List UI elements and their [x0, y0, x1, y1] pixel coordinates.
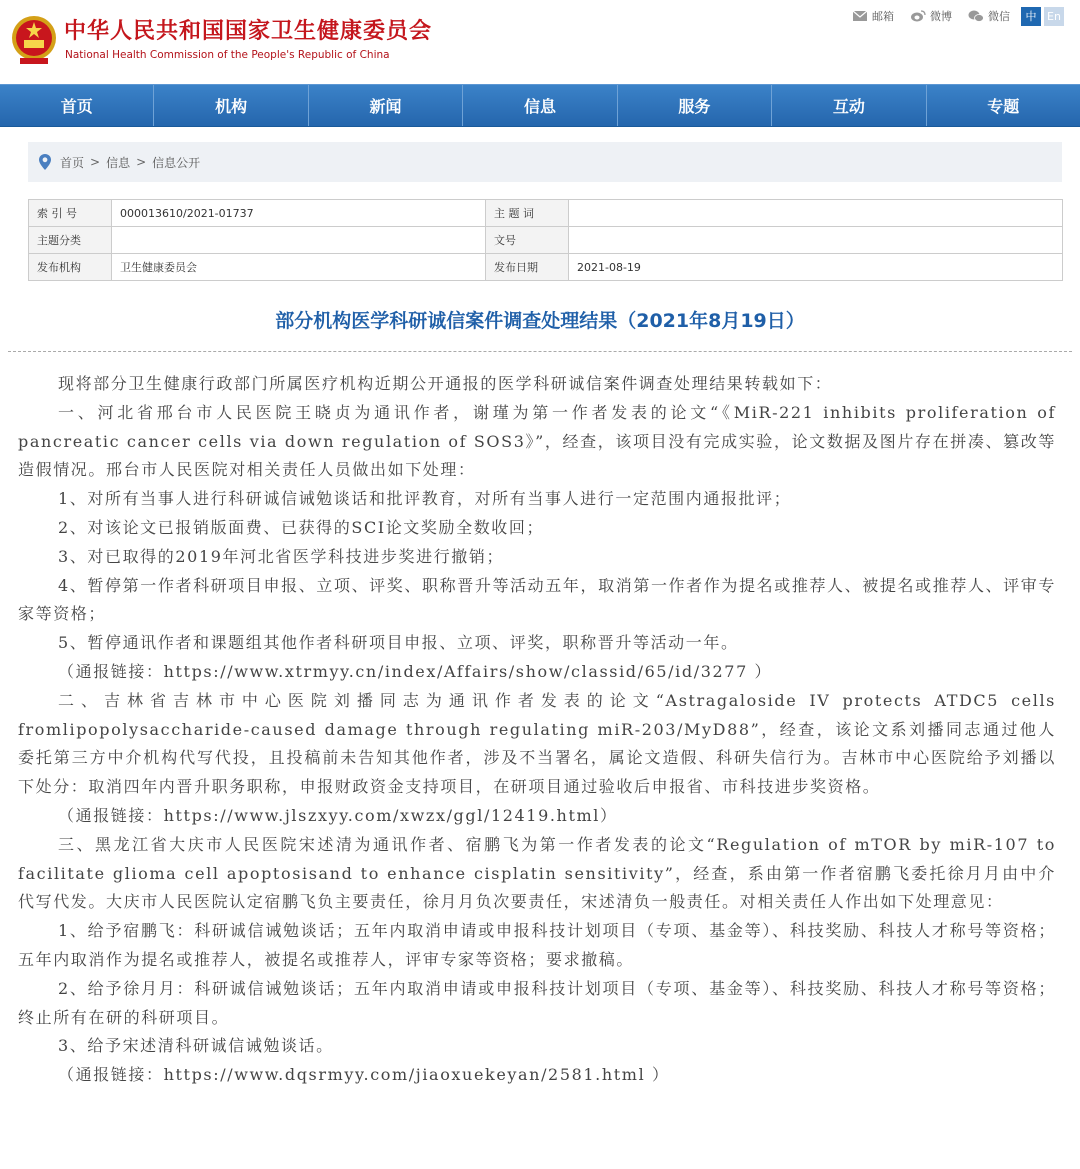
article-paragraph: 3、对已取得的2019年河北省医学科技进步奖进行撤销； — [58, 546, 505, 566]
site-subtitle: National Health Commission of the People's Republic of China — [65, 49, 390, 61]
mail-link[interactable] — [852, 8, 894, 24]
lang-zh-button[interactable]: 中 — [1021, 7, 1041, 26]
site-header — [0, 0, 1080, 84]
wechat-label: 微信 — [988, 10, 1010, 23]
docno-value — [569, 227, 1063, 254]
mail-icon — [852, 10, 868, 22]
title-divider — [8, 351, 1072, 352]
weibo-icon — [910, 10, 926, 22]
category-value — [112, 227, 486, 254]
article-paragraph: 一、河北省邢台市人民医院王晓贞为通讯作者，谢瑾为第一作者发表的论文“《MiR-221 inhibits proliferation of pancreatic cancer cells via down regulation of SOS3》”，经查，该项目没有完成实验，论文数据及图片存在拼凑、篡改等造假情况。邢台市人民医院对相关责任人员做出如下处理： — [18, 402, 1056, 480]
article-paragraph: 二、吉林省吉林市中心医院刘播同志为通讯作者发表的论文“Astragaloside IV protects ATDC5 cells fromlipopolysaccharide-caused damage through regulating miR-203/MyD88”，经查，该论文系刘播同志通过他人委托第三方中介机构代写代投，且投稿前未告知其他作者，涉及不当署名，属论文造假、科研失信行为。吉林市中心医院给予刘播以下处分：取消四年内晋升职务职称，申报财政资金支持项目，在研项目通过验收后申报省、市科技进步奖资格。 — [18, 690, 1056, 797]
index-value: 000013610/2021-01737 — [112, 200, 486, 227]
nav-item-services[interactable]: 服务 — [618, 85, 772, 126]
breadcrumb-disclosure[interactable]: 信息公开 — [152, 155, 201, 170]
article-body — [18, 370, 1056, 1090]
nav-item-home[interactable]: 首页 — [0, 85, 154, 126]
lang-en-button[interactable]: En — [1044, 7, 1064, 26]
weibo-label: 微博 — [930, 10, 952, 23]
nav-item-news[interactable]: 新闻 — [309, 85, 463, 126]
date-label: 发布日期 — [486, 254, 569, 281]
table-row — [29, 254, 1063, 281]
nav-item-interaction[interactable]: 互动 — [772, 85, 926, 126]
nav-item-topics[interactable]: 专题 — [927, 85, 1080, 126]
topic-label: 主 题 词 — [486, 200, 569, 227]
wechat-icon — [968, 10, 984, 22]
mail-label: 邮箱 — [872, 10, 894, 23]
nav-item-information[interactable]: 信息 — [463, 85, 617, 126]
nav-item-institutions[interactable]: 机构 — [154, 85, 308, 126]
article-paragraph: 5、暂停通讯作者和课题组其他作者科研项目申报、立项、评奖，职称晋升等活动一年。 — [58, 633, 739, 653]
article-paragraph: 1、给予宿鹏飞：科研诚信诫勉谈话；五年内取消申请或申报科技计划项目（专项、基金等）、科技奖励、科技人才称号等资格；五年内取消作为提名或推荐人，被提名或推荐人，评审专家等资格；要求撤稿。 — [18, 921, 1056, 969]
weibo-link[interactable] — [910, 8, 952, 24]
site-title[interactable]: 中华人民共和国国家卫生健康委员会 — [64, 18, 433, 44]
document-info-table — [28, 199, 1063, 281]
article-paragraph: 2、对该论文已报销版面费、已获得的SCI论文奖励全数收回； — [58, 517, 545, 537]
table-row — [29, 227, 1063, 254]
top-links — [852, 8, 1010, 24]
article-paragraph: 1、对所有当事人进行科研诚信诫勉谈话和批评教育，对所有当事人进行一定范围内通报批评； — [58, 489, 792, 509]
table-row — [29, 200, 1063, 227]
topic-value — [569, 200, 1063, 227]
breadcrumb-information[interactable]: 信息 — [106, 155, 131, 170]
article-link-paragraph[interactable]: （通报链接：https://www.xtrmyy.cn/index/Affairs/show/classid/65/id/3277 ） — [58, 661, 773, 681]
main-nav — [0, 84, 1080, 127]
article-paragraph: 3、给予宋述清科研诚信诫勉谈话。 — [58, 1036, 334, 1056]
article-paragraph: 4、暂停第一作者科研项目申报、立项、评奖、职称晋升等活动五年，取消第一作者作为提名或推荐人、被提名或推荐人、评审专家等资格； — [18, 575, 1056, 624]
location-pin-icon — [38, 153, 52, 171]
category-label: 主题分类 — [29, 227, 112, 254]
article-link-paragraph[interactable]: （通报链接：https://www.dqsrmyy.com/jiaoxuekeyan/2581.html ） — [58, 1065, 670, 1085]
breadcrumb-separator: > — [136, 155, 147, 169]
publisher-label: 发布机构 — [29, 254, 112, 281]
article-paragraph: 2、给予徐月月：科研诚信诫勉谈话；五年内取消申请或申报科技计划项目（专项、基金等）、科技奖励、科技人才称号等资格；终止所有在研的科研项目。 — [18, 978, 1056, 1027]
article-title: 部分机构医学科研诚信案件调查处理结果（2021年8月19日） — [275, 310, 805, 332]
article-paragraph: 三、黑龙江省大庆市人民医院宋述清为通讯作者、宿鹏飞为第一作者发表的论文“Regulation of mTOR by miR-107 to facilitate glioma cell apoptosisand to enhance cisplatin sensitivity”，经查，系由第一作者宿鹏飞委托徐月月由中介代写代发。大庆市人民医院认定宿鹏飞负主要责任，徐月月负次要责任，宋述清负一般责任。对相关责任人作出如下处理意见： — [18, 834, 1056, 912]
index-label: 索 引 号 — [29, 200, 112, 227]
date-value: 2021-08-19 — [569, 254, 1063, 281]
article-paragraph: 现将部分卫生健康行政部门所属医疗机构近期公开通报的医学科研诚信案件调查处理结果转载如下： — [58, 374, 833, 393]
breadcrumb-home[interactable]: 首页 — [60, 155, 85, 170]
article-link-paragraph[interactable]: （通报链接：https://www.jlszxyy.com/xwzx/ggl/12419.html） — [58, 805, 618, 825]
wechat-link[interactable] — [968, 8, 1010, 24]
national-emblem-icon[interactable] — [10, 12, 58, 68]
breadcrumb — [28, 142, 1062, 182]
breadcrumb-separator: > — [90, 155, 101, 169]
docno-label: 文号 — [486, 227, 569, 254]
publisher-value: 卫生健康委员会 — [112, 254, 486, 281]
